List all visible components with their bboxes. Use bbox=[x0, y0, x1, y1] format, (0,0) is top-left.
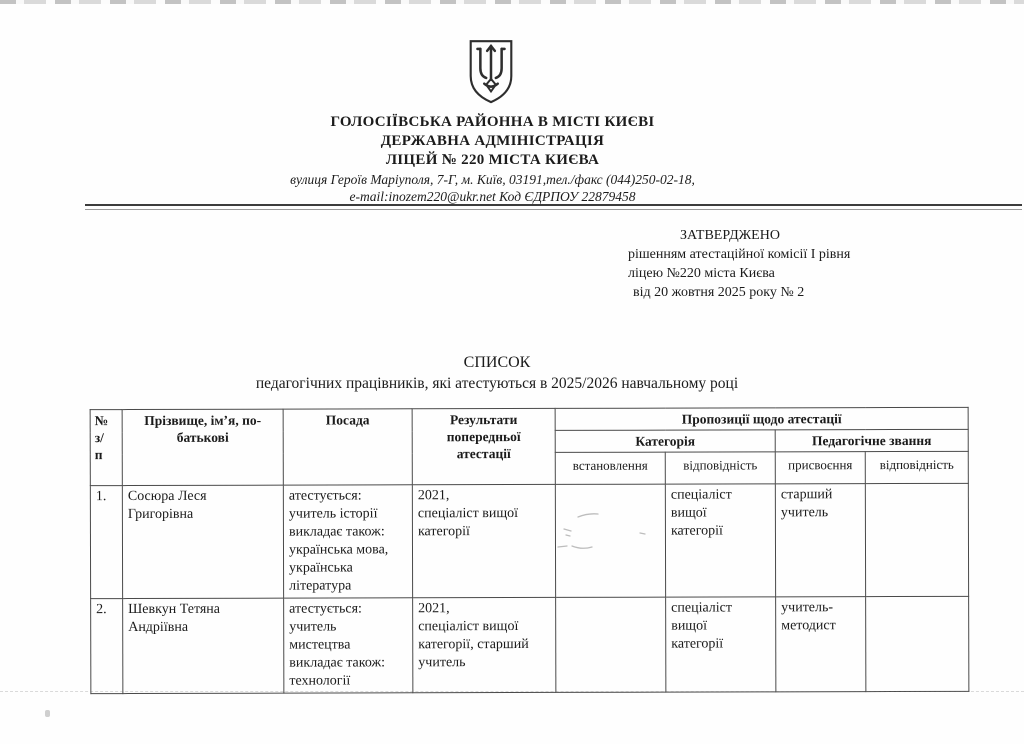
header-conform-title: відповідність bbox=[865, 451, 968, 483]
approval-title: ЗАТВЕРДЖЕНО bbox=[680, 228, 780, 243]
letterhead-address bbox=[190, 172, 795, 205]
table-header-row-1 bbox=[90, 407, 968, 431]
cell-category-establish bbox=[556, 597, 666, 692]
document-title: СПИСОК bbox=[463, 354, 531, 371]
approval-block bbox=[628, 226, 978, 302]
approval-line-3: від 20 жовтня 2025 року № 2 bbox=[633, 285, 805, 300]
header-name: Прізвище, ім’я, по- батькові bbox=[122, 409, 283, 485]
org-line-2: ДЕРЖАВНА АДМІНІСТРАЦІЯ bbox=[380, 133, 605, 149]
letterhead-divider-rule bbox=[85, 204, 1022, 210]
cell-category-conform: спеціаліст вищої категорії bbox=[666, 597, 776, 692]
header-num: № з/ п bbox=[90, 410, 122, 486]
address-line-1: вулиця Героїв Маріуполя, 7-Г, м. Київ, 03191,тел./факс (044)250-02-18, bbox=[290, 172, 695, 187]
header-prev-results: Результати попередньої атестації bbox=[412, 408, 555, 484]
cell-title-conform bbox=[866, 596, 969, 691]
header-ped-title: Педагогічне звання bbox=[775, 429, 968, 452]
org-line-1: ГОЛОСІЇВСЬКА РАЙОННА В МІСТІ КИЄВІ bbox=[330, 114, 655, 130]
header-conform-category: відповідність bbox=[665, 452, 775, 484]
letterhead-organization bbox=[240, 113, 745, 170]
header-category: Категорія bbox=[555, 430, 775, 453]
cell-name: Шевкун Тетяна Андріївна bbox=[123, 598, 284, 693]
row-number: 2. bbox=[91, 599, 123, 694]
row-number: 1. bbox=[90, 486, 122, 599]
header-establish: встановлення bbox=[555, 452, 665, 484]
document-subtitle: педагогічних працівників, які атестуються в 2025/2026 навчальному році bbox=[255, 375, 739, 392]
scan-artifact-fold-line bbox=[0, 691, 1024, 692]
cell-title-award: учитель- методист bbox=[776, 597, 866, 692]
header-proposals: Пропозиції щодо атестації bbox=[555, 407, 968, 430]
cell-category-conform: спеціаліст вищої категорії bbox=[665, 484, 775, 597]
cell-title-award: старший учитель bbox=[775, 484, 865, 597]
approval-line-2: ліцею №220 міста Києва bbox=[628, 266, 775, 281]
approval-line-1: рішенням атестаційної комісії І рівня bbox=[628, 247, 851, 262]
address-line-2: e-mail:inozem220@ukr.net Код ЄДРПОУ 22879458 bbox=[349, 188, 636, 204]
cell-prev-results: 2021, спеціаліст вищої категорії bbox=[412, 484, 555, 597]
header-award: присвоєння bbox=[775, 452, 865, 484]
attestation-table bbox=[90, 407, 970, 694]
cell-prev-results: 2021, спеціаліст вищої категорії, старший учитель bbox=[413, 597, 556, 692]
cell-position: атестується: учитель історії викладає також: українська мова, українська література bbox=[283, 485, 412, 598]
scan-artifact-smudge bbox=[45, 710, 50, 717]
org-line-3: ЛІЦЕЙ № 220 МІСТА КИЄВА bbox=[385, 152, 600, 168]
table-row bbox=[90, 483, 968, 598]
ukraine-trident-emblem-icon bbox=[462, 38, 520, 114]
cell-title-conform bbox=[865, 483, 968, 596]
scan-artifact-top-edge bbox=[0, 0, 1024, 4]
pencil-scribble-artifact bbox=[552, 503, 664, 565]
cell-position: атестується: учитель мистецтва викладає також: технології bbox=[284, 598, 413, 693]
table-row bbox=[91, 596, 969, 693]
header-position: Посада bbox=[283, 409, 412, 485]
cell-name: Сосюра Леся Григорівна bbox=[122, 485, 283, 598]
